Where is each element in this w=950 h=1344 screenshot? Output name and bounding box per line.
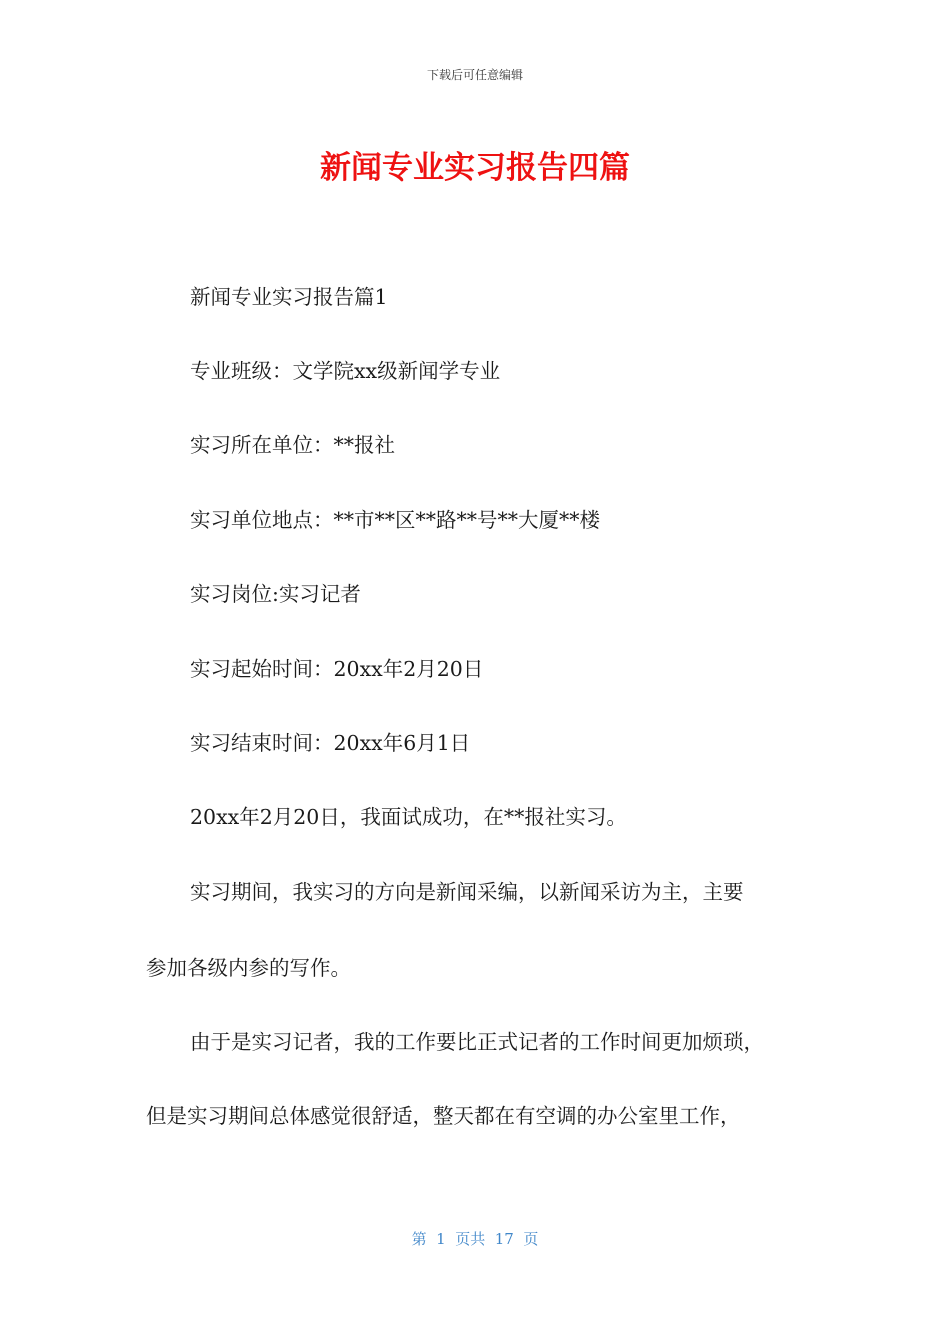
field-major-class: 专业班级：文学院xx级新闻学专业 — [190, 359, 501, 383]
document-title: 新闻专业实习报告四篇 — [320, 150, 630, 186]
paragraph-line: 实习期间，我实习的方向是新闻采编，以新闻采访为主，主要 — [190, 880, 744, 904]
field-end-date: 实习结束时间：20xx年6月1日 — [190, 731, 471, 755]
field-internship-unit: 实习所在单位：**报社 — [190, 433, 395, 457]
paragraph-line: 但是实习期间总体感觉很舒适，整天都在有空调的办公室里工作， — [146, 1104, 741, 1128]
page-number-footer: 第 1 页共 17 页 — [411, 1230, 539, 1248]
paragraph-line: 20xx年2月20日，我面试成功，在**报社实习。 — [190, 805, 627, 829]
header-note: 下载后可任意编辑 — [426, 68, 523, 82]
field-unit-address: 实习单位地点：**市**区**路**号**大厦**楼 — [190, 508, 600, 532]
report-heading: 新闻专业实习报告篇1 — [190, 285, 388, 309]
paragraph-line: 由于是实习记者，我的工作要比正式记者的工作时间更加烦琐， — [190, 1030, 764, 1054]
paragraph-line: 参加各级内参的写作。 — [146, 956, 351, 980]
field-position: 实习岗位:实习记者 — [190, 582, 361, 606]
field-start-date: 实习起始时间：20xx年2月20日 — [190, 657, 484, 681]
